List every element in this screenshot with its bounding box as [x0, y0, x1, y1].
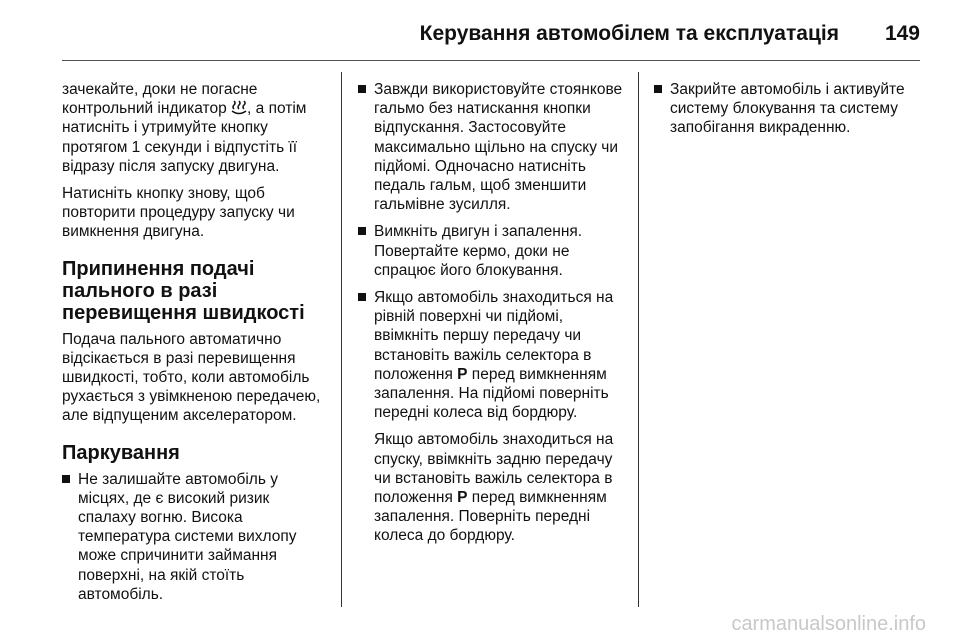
- watermark: carmanualsonline.info: [731, 613, 926, 635]
- paragraph-glow-indicator: зачекайте, доки не погасне контрольний індикатор , а потім натисніть і утримуйте кнопку протягом 1 секунди і відпустіть її відразу після запуску двигуна.: [62, 81, 307, 175]
- gear-position-p: P: [457, 489, 468, 507]
- glow-plug-indicator-icon: [231, 100, 247, 115]
- heading-fuel-cut: Припинення подачі пального в разі перевищення швидкості: [62, 257, 305, 324]
- chapter-title: Керування автомобілем та експлуатація: [419, 22, 839, 45]
- bullet-square-icon: [358, 85, 366, 93]
- column-divider-1: [341, 72, 342, 607]
- list-item: Завжди використовуйте стоянкове гальмо без натискання кнопки відпускання. Застосовуйте максимально щільно на спуску чи підйомі. Одночасно натисніть педаль гальм, щоб зменшити гальмівне зусилля.: [358, 80, 626, 214]
- header-divider: [62, 60, 920, 61]
- list-item: Закрийте автомобіль і активуйте систему блокування та систему запобігання викраденню.: [654, 80, 920, 138]
- column-3: [654, 80, 920, 146]
- list-item: Вимкніть двигун і запалення. Повертайте кермо, доки не спрацює його блокування.: [358, 222, 626, 280]
- paragraph-repeat: Натисніть кнопку знову, щоб повторити процедуру запуску чи вимкнення двигуна.: [62, 185, 295, 241]
- list-item: Якщо автомобіль знаходиться на рівній поверхні чи підйомі, ввімкніть першу передачу чи встановіть важіль селектора в положення P перед вимкненням запалення. На підйомі поверніть передні колеса від бордюру.: [358, 288, 626, 422]
- page-header: [62, 14, 920, 54]
- column-divider-2: [638, 72, 639, 607]
- bullet-square-icon: [358, 293, 366, 301]
- bullet-square-icon: [654, 85, 662, 93]
- bullet-square-icon: [62, 475, 70, 483]
- paragraph-fuel-cut: Подача пального автоматично відсікається в разі перевищення швидкості, тобто, коли автомобіль рухається з увімкненою передачею, але відпущеним акселератором.: [62, 330, 321, 425]
- column-2: [358, 80, 626, 554]
- page-number: 149: [884, 22, 920, 45]
- column-1: [62, 80, 328, 612]
- list-item: Не залишайте автомобіль у місцях, де є високий ризик спалаху вогню. Висока температура системи вихлопу може спричинити займання поверхні, на якій стоїть автомобіль.: [62, 470, 328, 604]
- gear-position-p: P: [457, 365, 468, 383]
- heading-parking: Паркування: [62, 441, 180, 464]
- bullet-square-icon: [358, 227, 366, 235]
- paragraph-downhill: Якщо автомобіль знаходиться на спуску, ввімкніть задню передачу чи встановіть важіль селектора в положення P перед вимкненням запалення. Поверніть передні колеса до бордюру.: [374, 431, 614, 545]
